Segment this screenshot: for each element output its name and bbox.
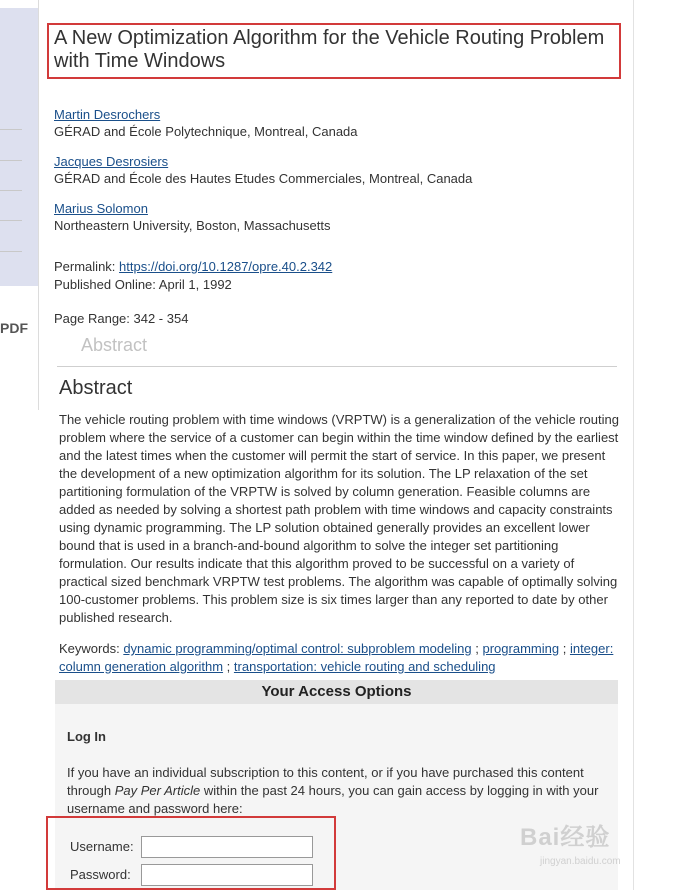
- sidebar-divider: [0, 251, 22, 252]
- author-link[interactable]: Martin Desrochers: [54, 107, 161, 122]
- author-block: [54, 106, 358, 140]
- permalink: [54, 258, 332, 275]
- author-affiliation: GÉRAD and École des Hautes Etudes Commerciales, Montreal, Canada: [54, 171, 473, 186]
- author-block: [54, 153, 472, 187]
- keywords: [59, 640, 624, 676]
- right-divider: [633, 0, 634, 890]
- sidebar-panel: [0, 8, 38, 286]
- keyword-separator: ;: [475, 641, 479, 656]
- section-divider: [57, 366, 617, 367]
- author-affiliation: GÉRAD and École Polytechnique, Montreal, Canada: [54, 124, 358, 139]
- keyword-link[interactable]: programming: [482, 641, 560, 656]
- permalink-label: Permalink:: [54, 259, 116, 274]
- abstract-heading: Abstract: [59, 377, 133, 399]
- author-link[interactable]: Jacques Desrosiers: [54, 154, 169, 169]
- doi-link[interactable]: https://doi.org/10.1287/opre.40.2.342: [119, 259, 333, 274]
- keyword-link[interactable]: dynamic programming/optimal control: subproblem modeling: [123, 641, 472, 656]
- keyword-separator: ;: [226, 659, 231, 674]
- sidebar-divider: [0, 129, 22, 130]
- page-range: Page Range: 342 - 354: [54, 311, 189, 326]
- author-link[interactable]: Marius Solomon: [54, 201, 148, 216]
- author-block: [54, 200, 331, 234]
- pdf-link[interactable]: PDF: [0, 320, 28, 336]
- login-instructions: [67, 764, 612, 818]
- password-label: Password:: [70, 867, 131, 882]
- login-text-part: If you have an individual subscription to this content, or if you have purchased this content through: [67, 765, 584, 798]
- login-text-part: within the past 24 hours, you can gain access by logging in with your username and password here:: [67, 783, 599, 816]
- access-options-header: Your Access Options: [55, 680, 618, 704]
- author-affiliation: Northeastern University, Boston, Massachusetts: [54, 218, 331, 233]
- keyword-link[interactable]: transportation: vehicle routing and scheduling: [233, 659, 496, 674]
- pay-per-article-text: Pay Per Article: [114, 783, 201, 798]
- login-title: Log In: [67, 729, 106, 744]
- keywords-label: Keywords:: [59, 641, 120, 656]
- watermark-logo: Bai经验: [520, 824, 611, 851]
- abstract-ghost-label: Abstract: [81, 335, 148, 355]
- username-label: Username:: [70, 839, 134, 854]
- left-sidebar: [0, 0, 39, 410]
- published-date: Published Online: April 1, 1992: [54, 277, 232, 292]
- watermark-url: jingyan.baidu.com: [540, 856, 621, 867]
- sidebar-divider: [0, 160, 22, 161]
- keyword-link[interactable]: integer: column generation algorithm: [59, 641, 614, 674]
- password-input[interactable]: [141, 864, 313, 886]
- sidebar-divider: [0, 190, 22, 191]
- sidebar-divider: [0, 220, 22, 221]
- username-input[interactable]: [141, 836, 313, 858]
- article-title: A New Optimization Algorithm for the Vehicle Routing Problem with Time Windows: [54, 27, 605, 72]
- keyword-separator: ;: [562, 641, 567, 656]
- abstract-text: The vehicle routing problem with time windows (VRPTW) is a generalization of the vehicle routing problem where the service of a customer can begin within the time window defined by the earliest and the latest times when the customer will permit the start of service. In this paper, we present the development of a new optimization algorithm for its solution. The LP relaxation of the set partitioning formulation of the VRPTW is solved by column generation. Feasible columns are added as needed by solving a shortest path problem with time windows and capacity constraints using dynamic programming. The LP solution obtained generally provides an excellent lower bound that is used in a branch-and-bound algorithm to solve the integer set partitioning formulation. Our results indicate that this algorithm proved to be successful on a variety of practical sized benchmark VRPTW test problems. The algorithm was capable of optimally solving 100-customer problems. This problem size is six times larger than any reported to date by other published research.: [59, 412, 619, 625]
